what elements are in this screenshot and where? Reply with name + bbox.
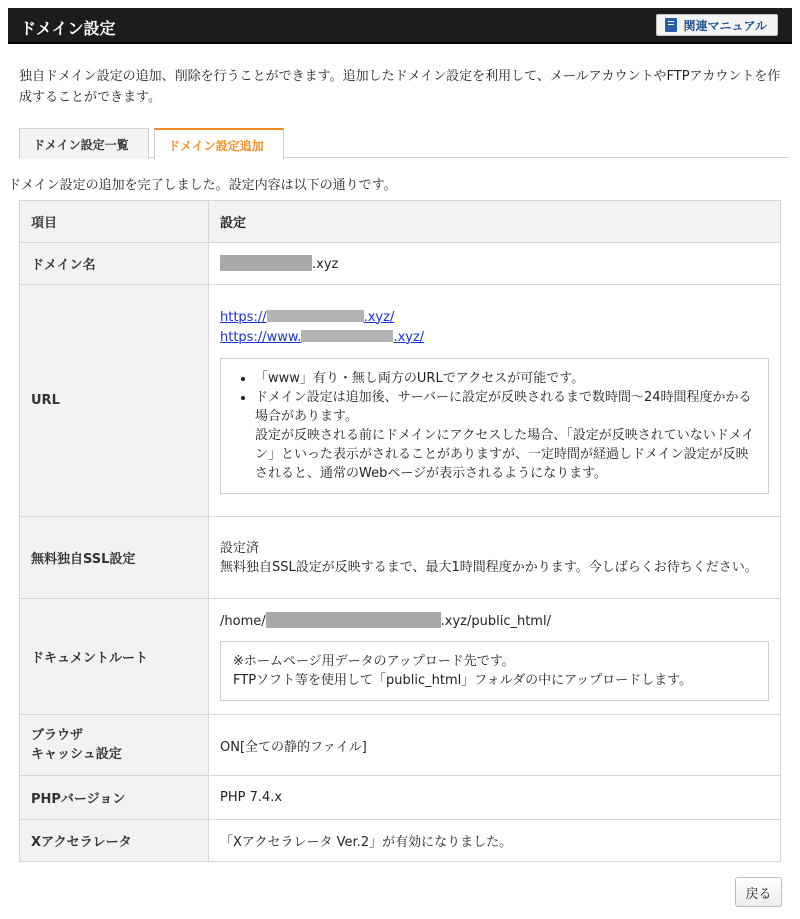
domain-label: ドメイン名 [20,243,209,285]
xaccelerator-value: 「Xアクセラレータ Ver.2」が有効になりました。 [209,820,781,862]
xaccelerator-label: Xアクセラレータ [20,820,209,862]
page-header [8,8,792,44]
redacted-domain [267,310,364,322]
php-value: PHP 7.4.x [209,776,781,820]
table-header-row [20,201,781,243]
ssl-label: 無料独自SSL設定 [20,517,209,599]
row-ssl [20,517,781,599]
ssl-note: 無料独自SSL設定が反映するまで、最大1時間程度かかります。今しばらくお待ちください。 [220,559,758,575]
ssl-value [209,517,781,599]
page-description: 独自ドメイン設定の追加、削除を行うことができます。追加したドメイン設定を利用して、メールアカウントやFTPアカウントを作成することができます。 [19,69,781,105]
ssl-status: 設定済 [220,540,260,556]
page-title: ドメイン設定 [20,19,116,38]
row-domain [20,243,781,285]
cache-label: ブラウザ キャッシュ設定 [20,715,209,776]
header-setting: 設定 [209,201,781,243]
docroot-note-box [220,641,769,701]
docroot-prefix: /home/ [220,614,266,629]
row-cache [20,715,781,776]
tab-bar [19,128,789,158]
row-php [20,776,781,820]
header-item: 項目 [20,201,209,243]
url-note-extra: 設定が反映される前にドメインにアクセスした場合、「設定が反映されていないドメイン」といった表示がされることがありますが、一定時間が経過しドメイン設定が反映されると、通常のWebページが表示されるようになります。 [255,427,755,481]
row-url [20,285,781,517]
completion-message: ドメイン設定の追加を完了しました。設定内容は以下の通りです。 [8,178,397,193]
docroot-note-2: FTPソフト等を使用して「public_html」フォルダの中にアップロードします。 [233,673,693,688]
row-xaccelerator [20,820,781,862]
url-value [209,285,781,517]
redacted-domain [220,255,312,271]
url-link-www[interactable]: https://www. .xyz/ [220,329,425,345]
url-label: URL [20,285,209,517]
related-manual-button[interactable] [656,14,778,36]
php-label: PHPバージョン [20,776,209,820]
docroot-note-1: ※ホームページ用データのアップロード先です。 [233,654,515,669]
domain-value [209,243,781,285]
tab-domain-list[interactable]: ドメイン設定一覧 [19,128,149,159]
url-note-box [220,358,769,494]
settings-table [19,200,781,862]
related-manual-label: 関連マニュアル [683,18,767,33]
row-docroot [20,599,781,715]
url-link-plain[interactable]: https:// .xyz/ [220,309,395,325]
redacted-domain [266,612,441,628]
url-note-2: • ドメイン設定は追加後、サーバーに設定が反映されるまで数時間〜24時間程度かかる場合があります。 [255,388,756,426]
redacted-domain [301,330,393,342]
cache-value: ON[全ての静的ファイル] [209,715,781,776]
book-icon [665,18,677,32]
tab-domain-add[interactable]: ドメイン設定追加 [154,128,284,160]
url-note-1: • 「www」有り・無し両方のURLでアクセスが可能です。 [255,369,756,388]
docroot-label: ドキュメントルート [20,599,209,715]
docroot-suffix: .xyz/public_html/ [440,614,551,629]
back-button[interactable]: 戻る [735,877,782,907]
docroot-value [209,599,781,715]
domain-suffix: .xyz [312,257,339,272]
